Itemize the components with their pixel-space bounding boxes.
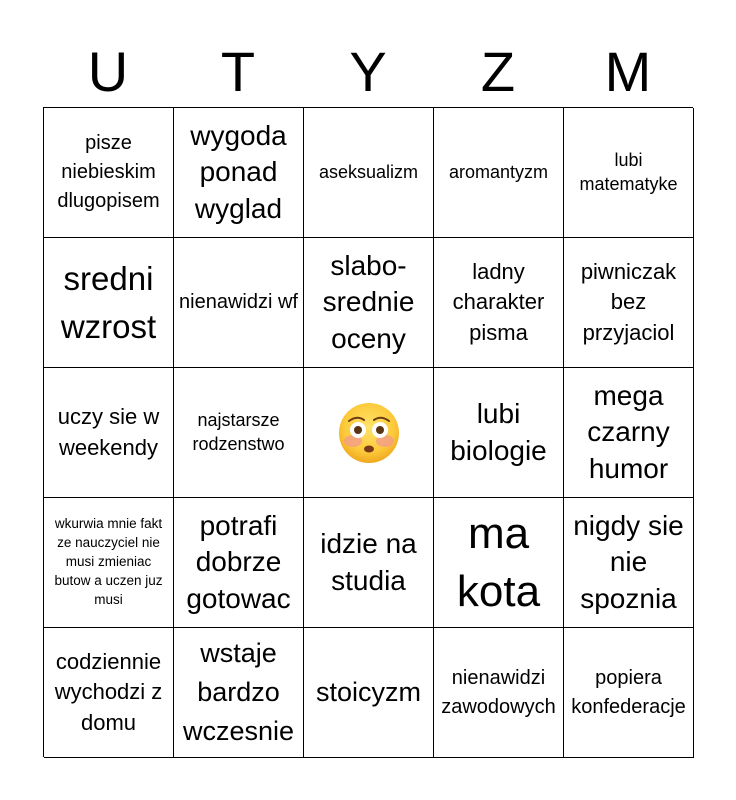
header-letter-z: Z — [480, 40, 516, 103]
bingo-header — [43, 36, 693, 108]
bingo-cell[interactable]: potrafi dobrze gotowac — [174, 498, 304, 628]
free-space-cell[interactable] — [304, 368, 434, 498]
bingo-cell[interactable]: wygoda ponad wyglad — [174, 108, 304, 238]
header-letter-y: Y — [349, 40, 387, 103]
bingo-cell[interactable]: nienawidzi zawodowych — [434, 628, 564, 758]
bingo-cell[interactable]: ladny charakter pisma — [434, 238, 564, 368]
bingo-cell[interactable]: idzie na studia — [304, 498, 434, 628]
bingo-cell[interactable]: wkurwia mnie fakt ze nauczyciel nie musi zmieniac butow a uczen juz musi — [44, 498, 174, 628]
bingo-cell[interactable]: mega czarny humor — [564, 368, 694, 498]
bingo-cell[interactable]: ma kota — [434, 498, 564, 628]
bingo-cell[interactable]: codziennie wychodzi z domu — [44, 628, 174, 758]
header-letter-t: T — [220, 40, 256, 103]
header-letter-m: M — [604, 40, 652, 103]
header-letter-u: U — [87, 40, 129, 103]
bingo-cell[interactable]: sredni wzrost — [44, 238, 174, 368]
bingo-cell[interactable]: slabo- srednie oceny — [304, 238, 434, 368]
flushed-face-icon — [337, 401, 401, 465]
bingo-grid — [43, 107, 693, 757]
bingo-cell[interactable]: lubi matematyke — [564, 108, 694, 238]
bingo-cell[interactable]: nienawidzi wf — [174, 238, 304, 368]
bingo-cell[interactable]: aseksualizm — [304, 108, 434, 238]
bingo-cell[interactable]: najstarsze rodzenstwo — [174, 368, 304, 498]
bingo-cell[interactable]: uczy sie w weekendy — [44, 368, 174, 498]
bingo-cell[interactable]: piwniczak bez przyjaciol — [564, 238, 694, 368]
bingo-cell[interactable]: stoicyzm — [304, 628, 434, 758]
bingo-cell[interactable]: pisze niebieskim dlugopisem — [44, 108, 174, 238]
bingo-cell[interactable]: nigdy sie nie spoznia — [564, 498, 694, 628]
bingo-cell[interactable]: aromantyzm — [434, 108, 564, 238]
bingo-cell[interactable]: lubi biologie — [434, 368, 564, 498]
bingo-cell[interactable]: wstaje bardzo wczesnie — [174, 628, 304, 758]
bingo-cell[interactable]: popiera konfederacje — [564, 628, 694, 758]
